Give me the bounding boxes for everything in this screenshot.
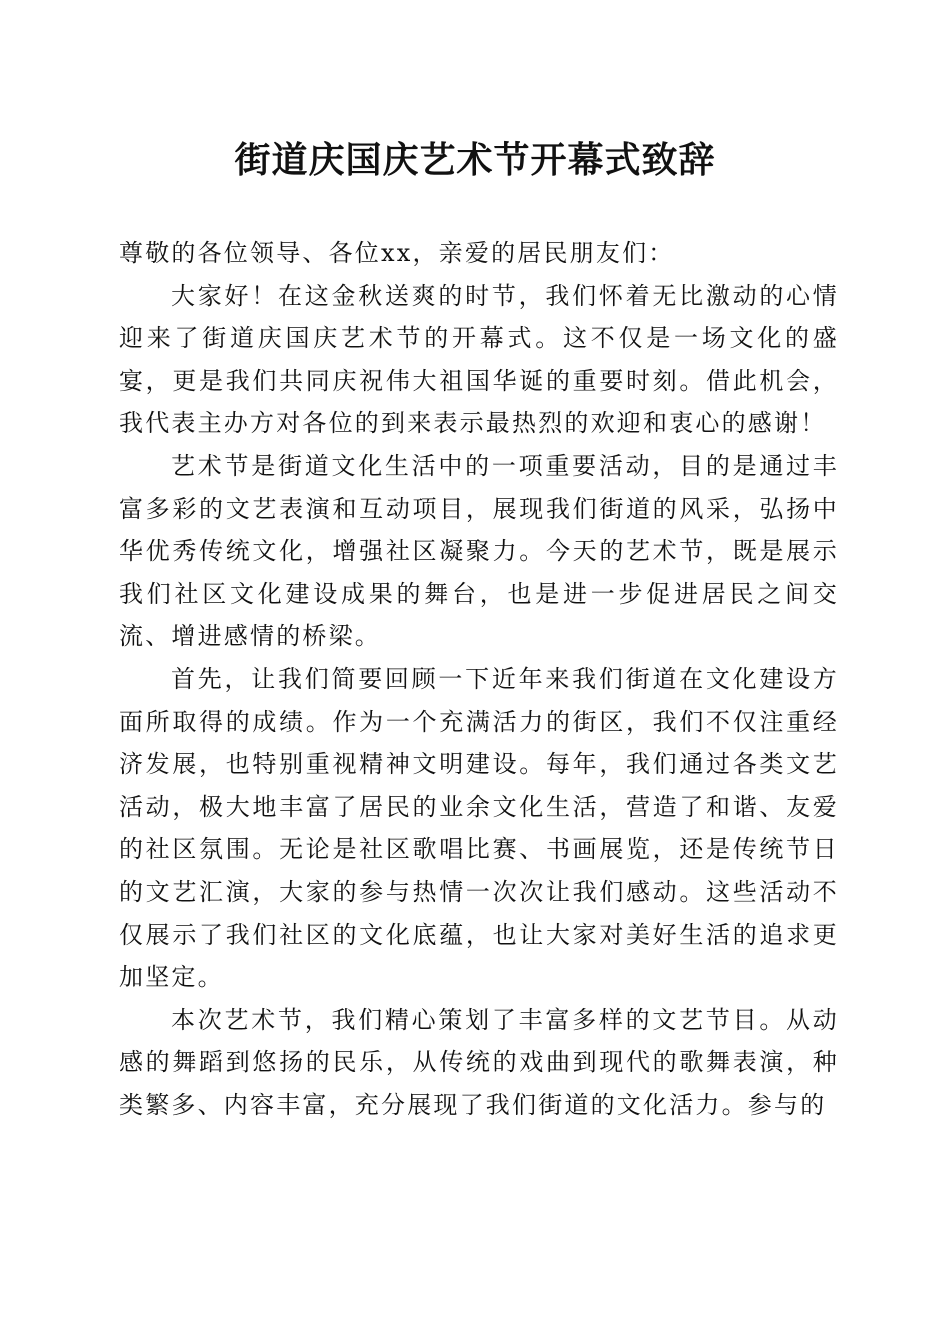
paragraph-festival-purpose: 艺术节是街道文化生活中的一项重要活动，目的是通过丰富多彩的文艺表演和互动项目，展现我们街道的风采，弘扬中华优秀传统文化，增强社区凝聚力。今天的艺术节，既是展示我们社区文化建设成果的舞台，也是进一步促进居民之间交流、增进感情的桥梁。: [119, 451, 839, 651]
paragraph-welcome: 大家好！在这金秋送爽的时节，我们怀着无比激动的心情迎来了街道庆国庆艺术节的开幕式。这不仅是一场文化的盛宴，更是我们共同庆祝伟大祖国华诞的重要时刻。借此机会，我代表主办方对各位的到来表示最热烈的欢迎和衷心的感谢！: [119, 281, 839, 438]
document-body: [119, 232, 839, 1126]
document-title: 街道庆国庆艺术节开幕式致辞: [234, 139, 716, 181]
paragraph-program: 本次艺术节，我们精心策划了丰富多样的文艺节目。从动感的舞蹈到悠扬的民乐，从传统的戏曲到现代的歌舞表演，种类繁多、内容丰富，充分展现了我们街道的文化活力。参与的: [119, 1005, 839, 1119]
salutation: 尊敬的各位领导、各位xx，亲爱的居民朋友们：: [119, 239, 675, 267]
paragraph-achievements: 首先，让我们简要回顾一下近年来我们街道在文化建设方面所取得的成绩。作为一个充满活力的街区，我们不仅注重经济发展，也特别重视精神文明建设。每年，我们通过各类文艺活动，极大地丰富了居民的业余文化生活，营造了和谐、友爱的社区氛围。无论是社区歌唱比赛、书画展览，还是传统节日的文艺汇演，大家的参与热情一次次让我们感动。这些活动不仅展示了我们社区的文化底蕴，也让大家对美好生活的追求更加坚定。: [119, 664, 839, 992]
